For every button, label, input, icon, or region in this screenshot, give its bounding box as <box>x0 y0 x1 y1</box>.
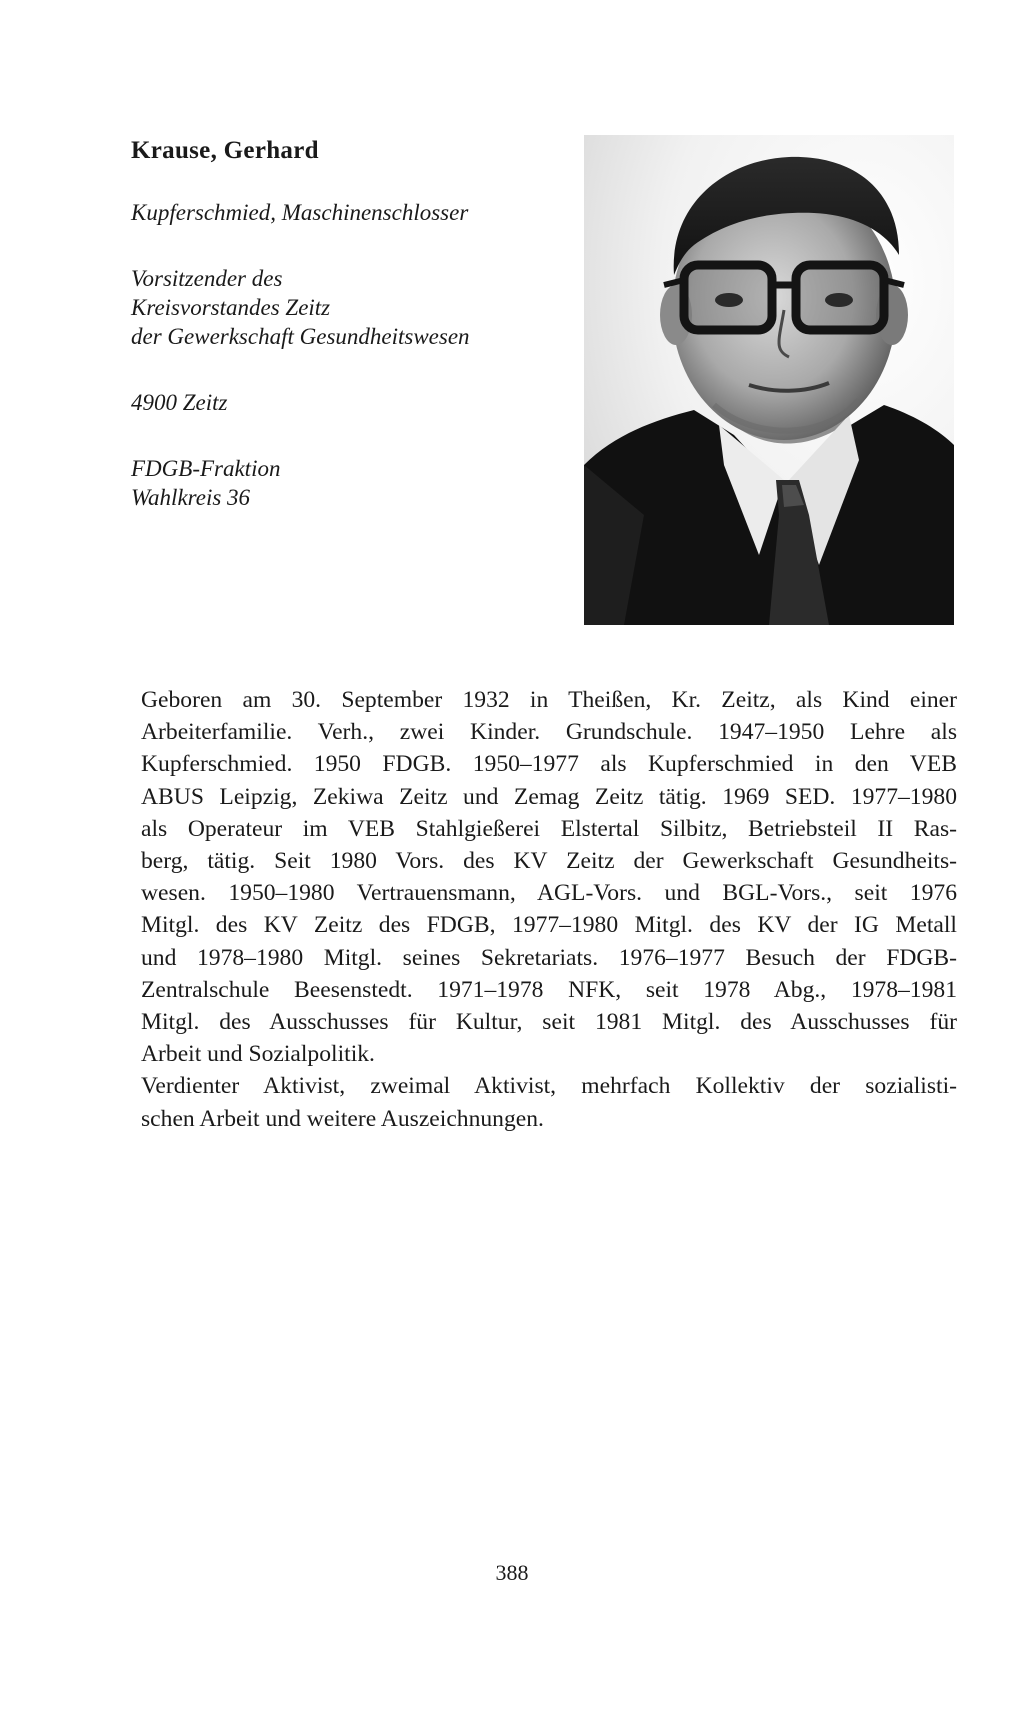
bio-line: berg, tätig. Seit 1980 Vors. des KV Zeitz der Gewerkschaft Gesundheits- <box>141 848 957 875</box>
faction <box>131 454 571 512</box>
faction-line: FDGB-Fraktion <box>131 456 281 481</box>
awards-line: schen Arbeit und weitere Auszeichnungen. <box>141 1105 544 1132</box>
bio-line: Mitgl. des KV Zeitz des FDGB, 1977–1980 Mitgl. des KV der IG Metall <box>141 912 957 939</box>
bio-line: Arbeiterfamilie. Verh., zwei Kinder. Grundschule. 1947–1950 Lehre als <box>141 719 957 746</box>
position <box>131 264 571 351</box>
profession-text: Kupferschmied, Maschinenschlosser <box>131 200 469 225</box>
entry-details <box>131 198 571 549</box>
bio-line: wesen. 1950–1980 Vertrauensmann, AGL-Vors. und BGL-Vors., seit 1976 <box>141 880 957 907</box>
constituency-line: Wahlkreis 36 <box>131 485 251 510</box>
bio-line: Mitgl. des Ausschusses für Kultur, seit 1981 Mitgl. des Ausschusses für <box>141 1009 957 1036</box>
position-line: der Gewerkschaft Gesundheitswesen <box>131 324 470 349</box>
entry-name: Krause, Gerhard <box>131 137 319 164</box>
bio-line: ABUS Leipzig, Zekiwa Zeitz und Zemag Zeitz tätig. 1969 SED. 1977–1980 <box>141 783 957 810</box>
address <box>131 388 571 417</box>
bio-line: Geboren am 30. September 1932 in Theißen, Kr. Zeitz, als Kind einer <box>141 687 957 713</box>
biography <box>141 684 957 1135</box>
page-number: 388 <box>495 1560 529 1585</box>
awards-line: Verdienter Aktivist, zweimal Aktivist, mehrfach Kollektiv der sozialisti- <box>141 1073 957 1100</box>
portrait-photo <box>584 135 954 625</box>
position-line: Kreisvorstandes Zeitz <box>131 295 331 320</box>
position-line: Vorsitzender des <box>131 266 283 291</box>
bio-line: Arbeit und Sozialpolitik. <box>141 1041 375 1068</box>
bio-line: Kupferschmied. 1950 FDGB. 1950–1977 als Kupferschmied in den VEB <box>141 751 957 778</box>
bio-line: Zentralschule Beesenstedt. 1971–1978 NFK, seit 1978 Abg., 1978–1981 <box>141 976 957 1003</box>
profession <box>131 198 571 227</box>
bio-line: und 1978–1980 Mitgl. seines Sekretariats. 1976–1977 Besuch der FDGB- <box>141 944 957 971</box>
address-text: 4900 Zeitz <box>131 390 228 415</box>
bio-line: als Operateur im VEB Stahlgießerei Elstertal Silbitz, Betriebsteil II Ras- <box>141 815 957 842</box>
